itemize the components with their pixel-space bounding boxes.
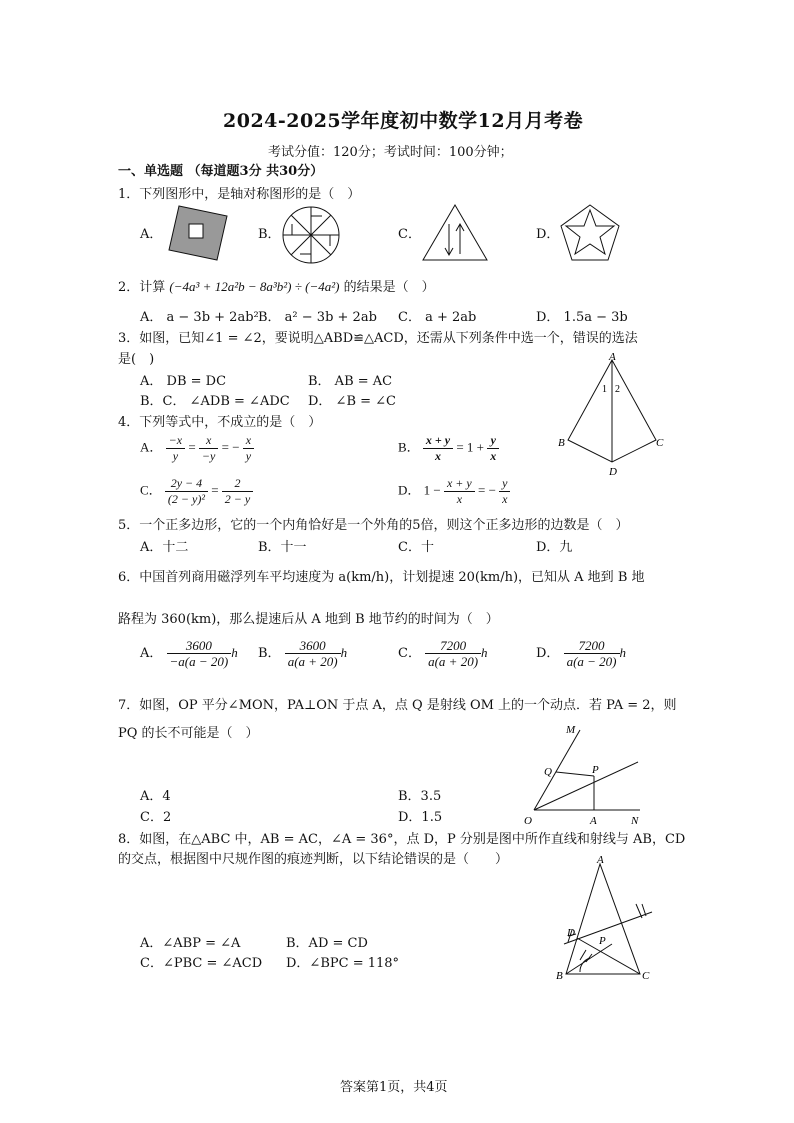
question-6-stem-line1: 6．中国首列商用磁浮列车平均速度为 a(km/h)，计划提速 20(km/h)，已知从 A 地到 B 地 bbox=[118, 570, 645, 585]
q2-stem-pre: 2．计算 bbox=[118, 280, 166, 295]
q4-d-pre: 1 − bbox=[423, 482, 441, 498]
question-5-stem: 5．一个正多边形，它的一个内角恰好是一个外角的5倍，则这个正多边形的边数是（ ） bbox=[118, 518, 629, 533]
q3-option-d: D． ∠B = ∠C bbox=[308, 394, 396, 409]
q8-option-b: B．AD = CD bbox=[286, 936, 368, 951]
q3-label-2: 2 bbox=[615, 384, 620, 395]
q3-label-b: B bbox=[558, 437, 565, 449]
q8-label-c: C bbox=[642, 970, 650, 982]
question-3-stem-line1: 3．如图，已知∠1 = ∠2，要说明△ABD≌△ACD，还需从下列条件中选一个，错误的选法 bbox=[118, 331, 638, 346]
q4-c-label: C． bbox=[140, 482, 162, 498]
q1-figure-a bbox=[163, 202, 231, 264]
q6-b-unit: h bbox=[340, 645, 348, 660]
question-1-stem: 1．下列图形中，是轴对称图形的是（ ） bbox=[118, 187, 361, 202]
q5-option-c: C．十 bbox=[398, 540, 434, 555]
q1-option-a: A． bbox=[140, 227, 163, 242]
q5-option-b: B．十一 bbox=[258, 540, 307, 555]
q4-a-frac1: $\frac{-x}{y}$ bbox=[166, 433, 185, 464]
q3-label-1: 1 bbox=[602, 384, 607, 395]
question-8-stem-line1: 8．如图，在△ABC 中，AB = AC，∠A = 36°，点 D，P 分别是图中所作直线和射线与 AB，CD bbox=[118, 832, 686, 847]
q4-d-frac2: $\frac{y}{x}$ bbox=[499, 476, 510, 507]
q7-label-n: N bbox=[631, 815, 639, 827]
q4-option-b bbox=[398, 433, 499, 464]
page-title: 2024-2025学年度初中数学12月月考卷 bbox=[223, 110, 584, 132]
q6-option-c bbox=[398, 638, 488, 669]
question-3-stem-line2: 是( ) bbox=[118, 352, 155, 367]
q3-option-b: B． AB = AC bbox=[308, 374, 393, 389]
q5-option-a: A．十二 bbox=[140, 540, 189, 555]
q1-option-d: D． bbox=[536, 227, 560, 242]
question-6-stem-line2: 路程为 360(km)，那么提速后从 A 地到 B 地节约的时间为（ ） bbox=[118, 612, 499, 627]
q4-a-frac2: $\frac{x}{-y}$ bbox=[199, 433, 218, 464]
q4-c-frac2: $\frac{2}{2 - y}$ bbox=[222, 476, 253, 507]
q3-label-a: A bbox=[609, 351, 616, 363]
q2-expression: (−4a³ + 12a²b − 8a³b²) ÷ (−4a²) bbox=[169, 279, 340, 294]
q8-option-a: A．∠ABP = ∠A bbox=[140, 936, 241, 951]
q7-label-a: A bbox=[590, 815, 597, 827]
q4-b-label: B． bbox=[398, 439, 420, 455]
q7-figure bbox=[520, 720, 660, 830]
q6-option-a bbox=[140, 638, 238, 669]
q2-stem-post: 的结果是（ ） bbox=[343, 280, 435, 295]
q8-label-b: B bbox=[556, 970, 563, 982]
q4-c-frac1: $\frac{2y - 4}{\text{(2 − y)²}}$ bbox=[165, 476, 208, 507]
q1-option-b: B． bbox=[258, 227, 281, 242]
q3-option-a: A． DB = DC bbox=[140, 374, 227, 389]
q4-option-a: A． $\frac{-x}{y}$ = $\frac{x}{-y}$ = − $\frac{x}{y}$ bbox=[140, 433, 254, 464]
q6-b-label: B． bbox=[258, 646, 281, 661]
q7-option-c: C．2 bbox=[140, 810, 172, 825]
q1-figure-d bbox=[557, 202, 623, 264]
q1-figure-b bbox=[280, 204, 342, 266]
q4-a-label: A． bbox=[140, 439, 163, 455]
q6-a-frac: $\frac{3600}{-a(a - 20)}$ bbox=[167, 638, 232, 669]
q8-label-d: D bbox=[567, 927, 575, 939]
q2-option-b: B． a² − 3b + 2ab bbox=[258, 310, 377, 325]
q1-option-c: C． bbox=[398, 227, 421, 242]
q8-figure bbox=[550, 852, 660, 984]
q6-a-unit: h bbox=[231, 645, 238, 660]
q6-c-frac: $\frac{7200}{a(a + 20)}$ bbox=[425, 638, 481, 669]
exam-info: 考试分值：120分；考试时间：100分钟； bbox=[268, 145, 513, 160]
q6-option-b bbox=[258, 638, 347, 669]
q6-b-frac: $\frac{3600}{a(a + 20)}$ bbox=[285, 638, 341, 669]
q4-a-frac3: $\frac{x}{y}$ bbox=[243, 433, 254, 464]
section-heading: 一、单选题 （每道题3分 共30分） bbox=[118, 164, 324, 179]
q6-d-label: D． bbox=[536, 646, 560, 661]
q7-option-a: A．4 bbox=[140, 789, 171, 804]
q5-option-d: D．九 bbox=[536, 540, 573, 555]
question-4-stem: 4．下列等式中，不成立的是（ ） bbox=[118, 415, 322, 430]
q4-d-frac1: $\frac{x + y}{x}$ bbox=[444, 476, 475, 507]
q4-b-mid: = 1 + bbox=[456, 439, 485, 455]
q7-option-b: B．3.5 bbox=[398, 789, 442, 804]
q4-b-frac1: $\frac{x + y}{x}$ bbox=[423, 433, 453, 464]
q6-d-frac: $\frac{7200}{a(a - 20)}$ bbox=[564, 638, 620, 669]
q6-c-label: C． bbox=[398, 646, 421, 661]
question-2-stem bbox=[118, 276, 435, 295]
question-8-stem-line2: 的交点，根据图中尺规作图的痕迹判断，以下结论错误的是（ ） bbox=[118, 852, 509, 867]
q7-label-p: P bbox=[592, 764, 599, 776]
question-7-stem-line2: PQ 的长不可能是（ ） bbox=[118, 726, 259, 741]
q4-option-c: C． $\frac{2y - 4}{\text{(2 − y)²}}$ = $\frac{2}{2 - y}$ bbox=[140, 476, 253, 507]
q6-a-label: A． bbox=[140, 646, 163, 661]
q4-option-d: D． 1 − $\frac{x + y}{x}$ = − $\frac{y}{x}$ bbox=[398, 476, 510, 507]
q8-option-c: C．∠PBC = ∠ACD bbox=[140, 956, 263, 971]
question-7-stem-line1: 7．如图，OP 平分∠MON，PA⊥ON 于点 A，点 Q 是射线 OM 上的一个动点．若 PA = 2，则 bbox=[118, 698, 677, 713]
page-footer: 答案第1页，共4页 bbox=[340, 1080, 448, 1095]
q8-label-p: P bbox=[599, 935, 606, 947]
q4-b-frac2: $\frac{y}{x}$ bbox=[487, 433, 499, 464]
q7-label-o: O bbox=[524, 815, 532, 827]
q2-option-c: C． a + 2ab bbox=[398, 310, 477, 325]
q6-option-d bbox=[536, 638, 626, 669]
q2-option-d: D． 1.5a − 3b bbox=[536, 310, 628, 325]
q1-figure-c bbox=[420, 202, 490, 264]
q6-c-unit: h bbox=[481, 645, 488, 660]
q4-d-label: D． bbox=[398, 482, 421, 498]
q8-option-d: D．∠BPC = 118° bbox=[286, 956, 400, 971]
q2-option-a: A． a − 3b + 2ab² bbox=[140, 310, 259, 325]
q7-option-d: D．1.5 bbox=[398, 810, 443, 825]
q7-label-q: Q bbox=[544, 766, 552, 778]
q7-label-m: M bbox=[566, 724, 576, 736]
q6-d-unit: h bbox=[619, 645, 627, 660]
q3-option-c: B．C． ∠ADB = ∠ADC bbox=[140, 394, 290, 409]
q3-label-d: D bbox=[609, 466, 617, 478]
q3-figure bbox=[552, 350, 672, 480]
q8-label-a: A bbox=[597, 854, 604, 866]
q3-label-c: C bbox=[656, 437, 664, 449]
